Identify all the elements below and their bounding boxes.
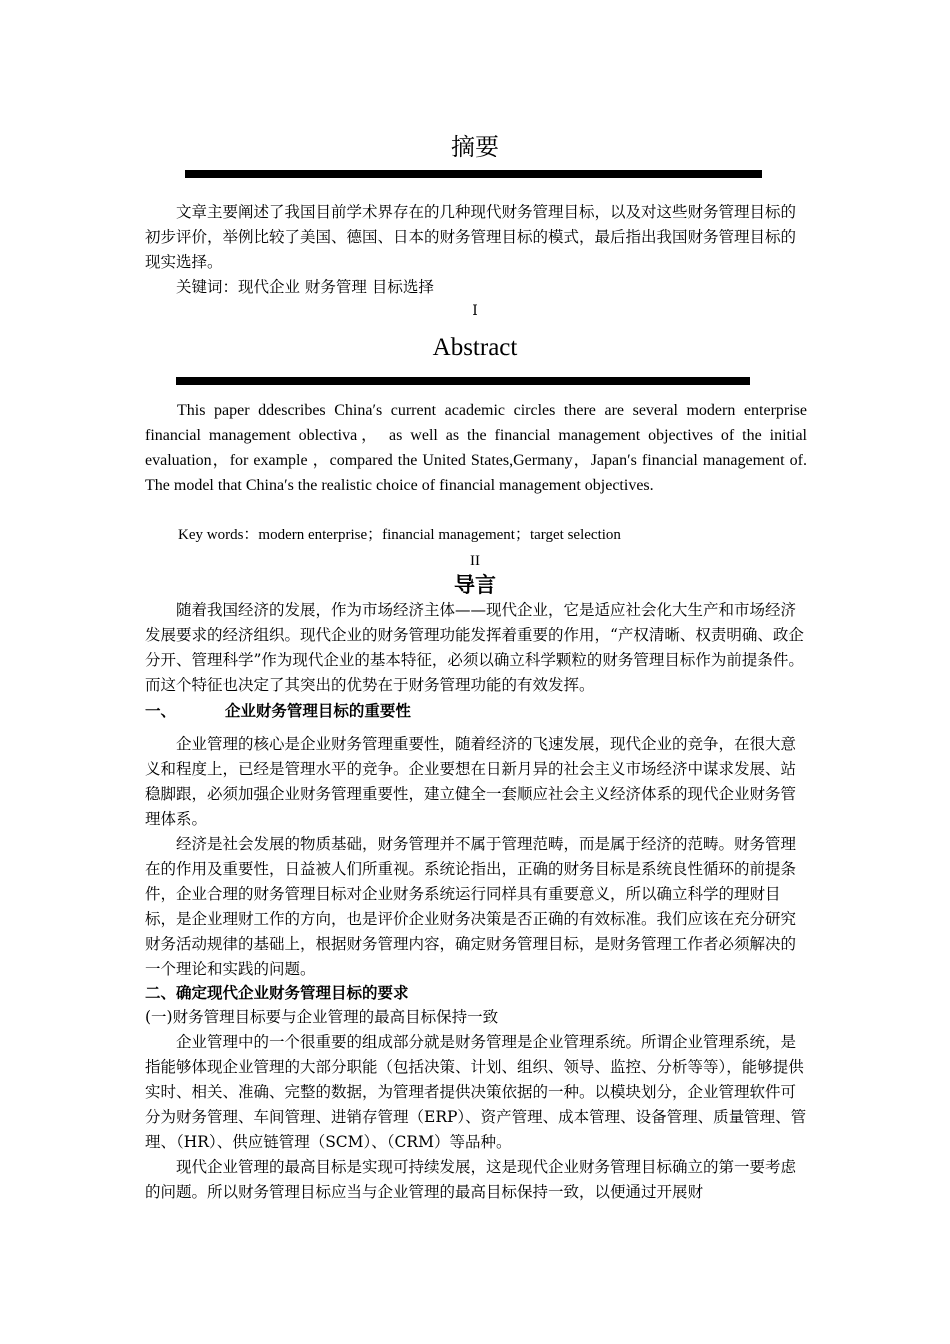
section1-para1: 企业管理的核心是企业财务管理重要性，随着经济的飞速发展，现代企业的竞争，在很大意义和程度上，已经是管理水平的竞争。企业要想在日新月异的社会主义市场经济中谋求发展、站稳脚跟，必须加强企业财务管理重要性，建立健全一套顺应社会主义经济体系的现代企业财务管理体系。 [145,735,797,828]
page-number-ii: II [470,553,480,569]
section2-heading: 二、确定现代企业财务管理目标的要求 [145,983,409,1002]
abstract-cn-text: 文章主要阐述了我国目前学术界存在的几种现代财务管理目标，以及对这些财务管理目标的初步评价，举例比较了美国、德国、日本的财务管理目标的模式，最后指出我国财务管理目标的现实选择。 [145,203,797,271]
section2-para2: 现代企业管理的最高目标是实现可持续发展，这是现代企业财务管理目标确立的第一要考虑的问题。所以财务管理目标应当与企业管理的最高目标保持一致，以便通过开展财 [145,1158,797,1201]
section1-para2: 经济是社会发展的物质基础，财务管理并不属于管理范畴，而是属于经济的范畴。财务管理在的作用及重要性，日益被人们所重视。系统论指出，正确的财务目标是系统良性循环的前提条件，企业合理的财务管理目标对企业财务系统运行同样具有重要意义，所以确立科学的理财目标，是企业理财工作的方向，也是评价企业财务决策是否正确的有效标准。我们应该在充分研究财务活动规律的基础上，根据财务管理内容，确定财务管理目标，是财务管理工作者必须解决的一个理论和实践的问题。 [145,835,797,978]
page-number-i: I [472,303,478,319]
intro-body [145,598,807,698]
section1-number: 一、 [145,701,177,720]
abstract-cn-heading: 摘要 [451,133,499,161]
abstract-en-heading: Abstract [432,334,518,361]
abstract-cn-keywords: 关键词：现代企业 财务管理 目标选择 [176,278,434,296]
section2-para1: 企业管理中的一个很重要的组成部分就是财务管理是企业管理系统。所谓企业管理系统，是指能够体现企业管理的大部分职能（包括决策、计划、组织、领导、监控、分析等等），能够提供实时、相关、准确、完整的数据，为管理者提供决策依据的一种。以模块划分，企业管理软件可分为财务管理、车间管理、进销存管理（ERP）、资产管理、成本管理、设备管理、质量管理、管理、（HR）、供应链管理（SCM）、（CRM）等品种。 [145,1033,807,1151]
section2-body [145,1030,807,1205]
abstract-cn-body [145,200,807,300]
section2-sub1: (一)财务管理目标要与企业管理的最高目标保持一致 [145,1008,499,1026]
section1-body [145,732,807,982]
abstract-en-keywords: Key words：modern enterprise；financial management；target selection [178,527,621,543]
abstract-en-body [145,398,807,498]
section1-heading [145,700,411,722]
intro-heading: 导言 [454,572,496,597]
intro-text: 随着我国经济的发展，作为市场经济主体——现代企业，它是适应社会化大生产和市场经济发展要求的经济组织。现代企业的财务管理功能发挥着重要的作用，“产权清晰、权责明确、政企分开、管理科学”作为现代企业的基本特征，必须以确立科学颗粒的财务管理目标作为前提条件。而这个特征也决定了其突出的优势在于财务管理功能的有效发挥。 [145,601,804,694]
section1-title: 企业财务管理目标的重要性 [224,701,411,720]
heading-rule [185,170,762,178]
heading-rule [176,377,750,385]
abstract-en-text: This paper ddescribes China′s current academic circles there are several modern enterprise financial management oblectiva， as well as the financial management objectives of the initial evaluation，for example ，compared the United States,Germany，Japan′s financial management of. The model that China′s the realistic choice of financial management objectives. [145,402,807,494]
